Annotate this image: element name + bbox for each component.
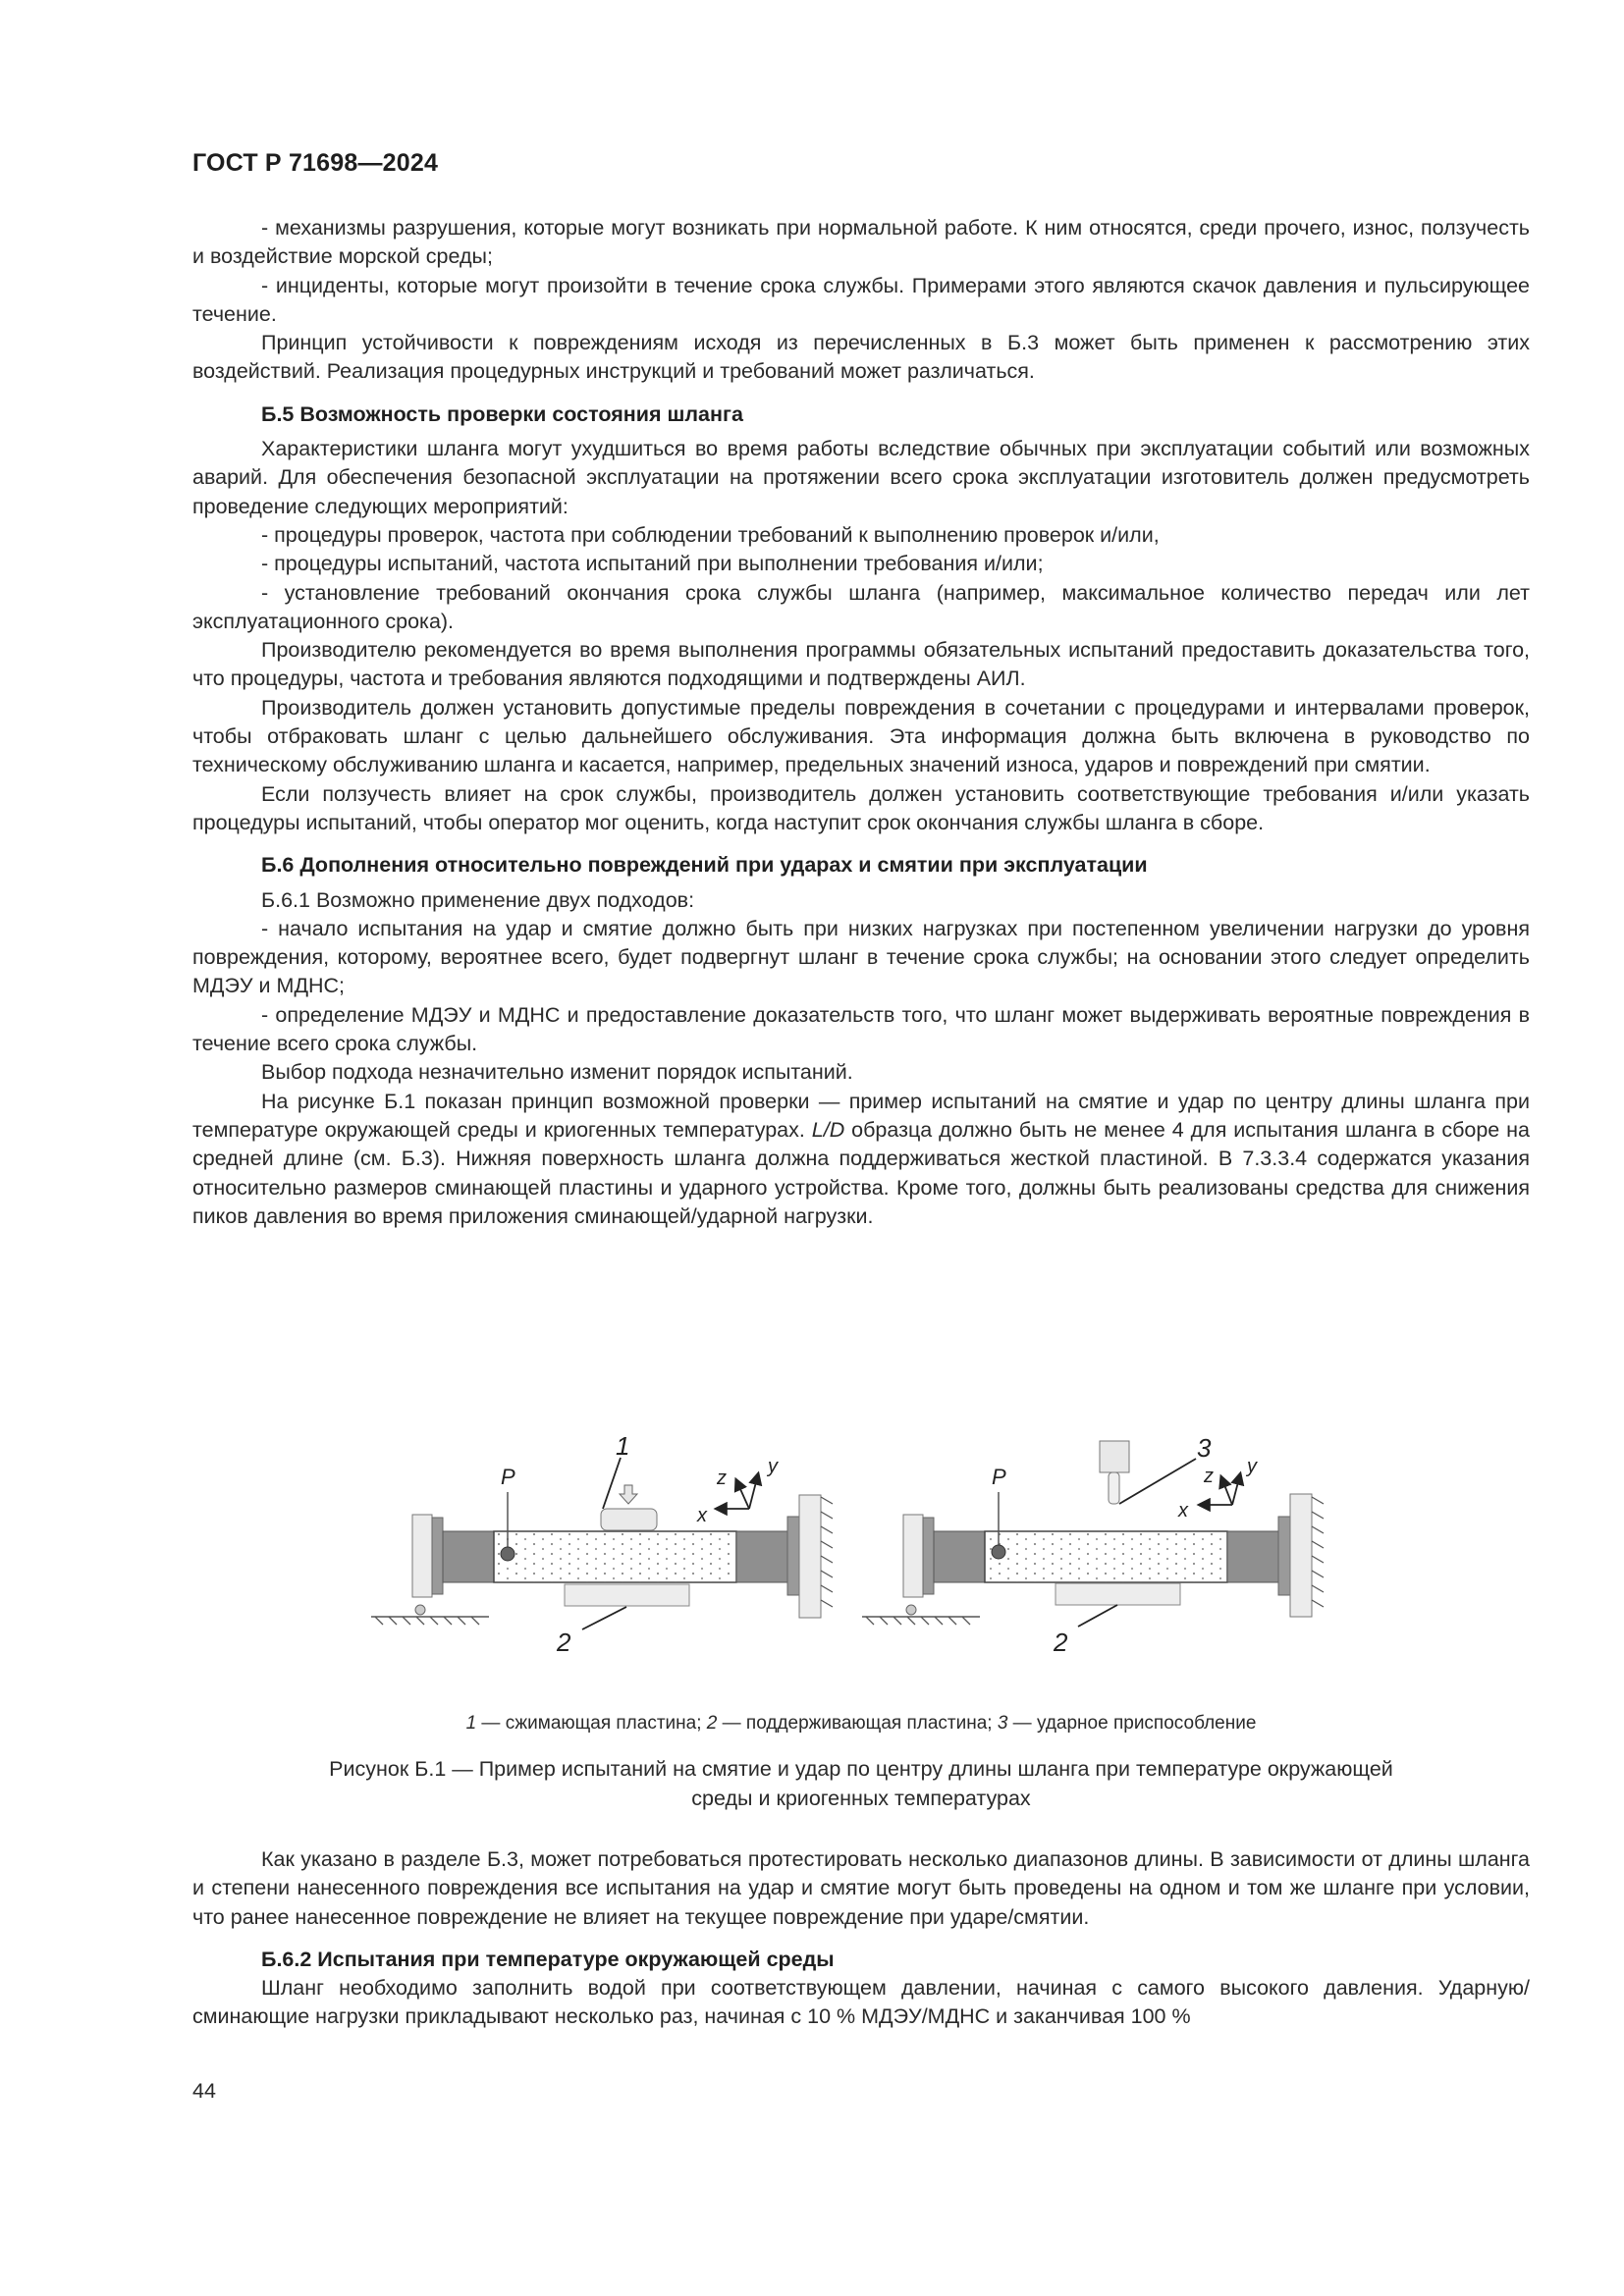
paragraph: Производитель должен установить допустимые пределы повреждения в сочетании с процедурами и интервалами проверок, чтобы отбраковать шланг с целью дальнейшего обслуживания. Эта информация должна быть включена в руководство по техническому обслуживанию шланга и касается, например, предельных значений износа, ударов и повреждений при смятии. xyxy=(192,695,1530,777)
paragraph: Характеристики шланга могут ухудшиться во время работы вследствие обычных при эксплуатации событий или возможных аварий. Для обеспечения безопасной эксплуатации на протяжении всего срока эксплуатации изготовитель должен предусмотреть проведение следующих мероприятий: xyxy=(192,437,1530,518)
list-item: - процедуры испытаний, частота испытаний при выполнении требования и/или; xyxy=(261,552,1044,576)
paragraph: Выбор подхода незначительно изменит порядок испытаний. xyxy=(261,1060,853,1085)
list-item: - определение МДЭУ и МДНС и предоставление доказательств того, что шланг может выдерживать вероятные повреждения в течение всего срока службы. xyxy=(192,1002,1530,1056)
ld-ratio: L/D xyxy=(811,1117,845,1142)
subsection-b6-1: Б.6.1 Возможно применение двух подходов: xyxy=(261,887,695,912)
svg-text:z: z xyxy=(717,1468,727,1489)
section-title-b6: Б.6 Дополнения относительно повреждений при ударах и смятии при эксплуатации xyxy=(261,853,1148,878)
svg-text:2: 2 xyxy=(557,1628,571,1657)
svg-text:3: 3 xyxy=(1197,1433,1212,1463)
document-header: ГОСТ Р 71698—2024 xyxy=(192,149,439,177)
page-number: 44 xyxy=(192,2079,216,2103)
svg-text:y: y xyxy=(1247,1456,1257,1477)
svg-text:x: x xyxy=(1178,1500,1188,1522)
list-item: - установление требований окончания срока службы шланга (например, максимальное количество передач или лет эксплуатационного срока). xyxy=(192,580,1530,633)
paragraph: Как указано в разделе Б.3, может потребоваться протестировать несколько диапазонов длины. В зависимости от длины шланга и степени нанесенного повреждения все испытания на удар и смятие могут быть проведены на одном и том же шланге при условии, что ранее нанесенное повреждение не влияет на текущее повреждение при ударе/смятии. xyxy=(192,1847,1530,1929)
svg-text:2: 2 xyxy=(1054,1628,1068,1657)
svg-text:1: 1 xyxy=(616,1431,630,1461)
list-item: - механизмы разрушения, которые могут возникать при нормальной работе. К ним относятся, среди прочего, износ, ползучесть и воздействие морской среды; xyxy=(192,216,1530,269)
figure-b1-diagram xyxy=(353,1423,1365,1698)
svg-text:z: z xyxy=(1204,1466,1214,1487)
paragraph: Принцип устойчивости к повреждениям исходя из перечисленных в Б.3 может быть применен к рассмотрению этих воздействий. Реализация процедурных инструкций и требований может различаться. xyxy=(192,331,1530,384)
list-item: - процедуры проверок, частота при соблюдении требований к выполнению проверок и/или, xyxy=(261,522,1160,547)
after-figure-block xyxy=(192,1845,1530,2032)
crush-test-diagram xyxy=(371,1431,833,1657)
section-title-b5: Б.5 Возможность проверки состояния шланга xyxy=(261,401,743,426)
intro-block xyxy=(192,214,1530,1231)
list-item: - инциденты, которые могут произойти в течение срока службы. Примерами этого являются скачок давления и пульсирующее течение. xyxy=(192,273,1530,326)
svg-text:x: x xyxy=(697,1505,707,1526)
svg-text:P: P xyxy=(992,1465,1006,1489)
subsection-title-b6-2: Б.6.2 Испытания при температуре окружающей среды xyxy=(261,1947,835,1971)
list-item: - начало испытания на удар и смятие должно быть при низких нагрузках при постепенном увеличении нагрузки до уровня повреждения, которому, вероятнее всего, будет подвергнут шланг в течение срока службы; на основании этого следует определить МДЭУ и МДНС; xyxy=(192,916,1530,998)
paragraph: Производителю рекомендуется во время выполнения программы обязательных испытаний предоставить доказательства того, что процедуры, частота и требования являются подходящими и подтверждены АИЛ. xyxy=(192,638,1530,691)
impact-test-diagram xyxy=(862,1433,1324,1657)
paragraph: Если ползучесть влияет на срок службы, производитель должен установить соответствующие требования и/или указать процедуры испытаний, чтобы оператор мог оценить, когда наступит срок окончания службы шланга в сборе. xyxy=(192,781,1530,834)
svg-text:y: y xyxy=(768,1456,778,1477)
figure-legend: 1 — сжимающая пластина; 2 — поддерживающая пластина; 3 — ударное приспособление xyxy=(465,1713,1257,1734)
figure-caption: Рисунок Б.1 — Пример испытаний на смятие и удар по центру длины шланга при температуре окружающей среды и криогенных температурах xyxy=(329,1757,1393,1810)
svg-text:P: P xyxy=(501,1465,515,1489)
paragraph: Шланг необходимо заполнить водой при соответствующем давлении, начиная с самого высокого давления. Ударную/сминающие нагрузки прикладывают несколько раз, начиная с 10 % МДЭУ/МДНС и заканчивая 100 % xyxy=(192,1976,1530,2029)
figure-reference-paragraph: На рисунке Б.1 показан принцип возможной проверки — пример испытаний на смятие и удар по центру длины шланга при температуре окружающей среды и криогенных температурах. L/D образца должно быть не менее 4 для испытания шланга в сборе на средней длине (см. Б.3). Нижняя поверхность шланга должна поддерживаться жесткой пластиной. В 7.3.3.4 содержатся указания относительно размеров сминающей пластины и ударного устройства. Кроме того, должны быть реализованы средства для снижения пиков давления во время приложения сминающей/ударной нагрузки. xyxy=(192,1089,1530,1228)
